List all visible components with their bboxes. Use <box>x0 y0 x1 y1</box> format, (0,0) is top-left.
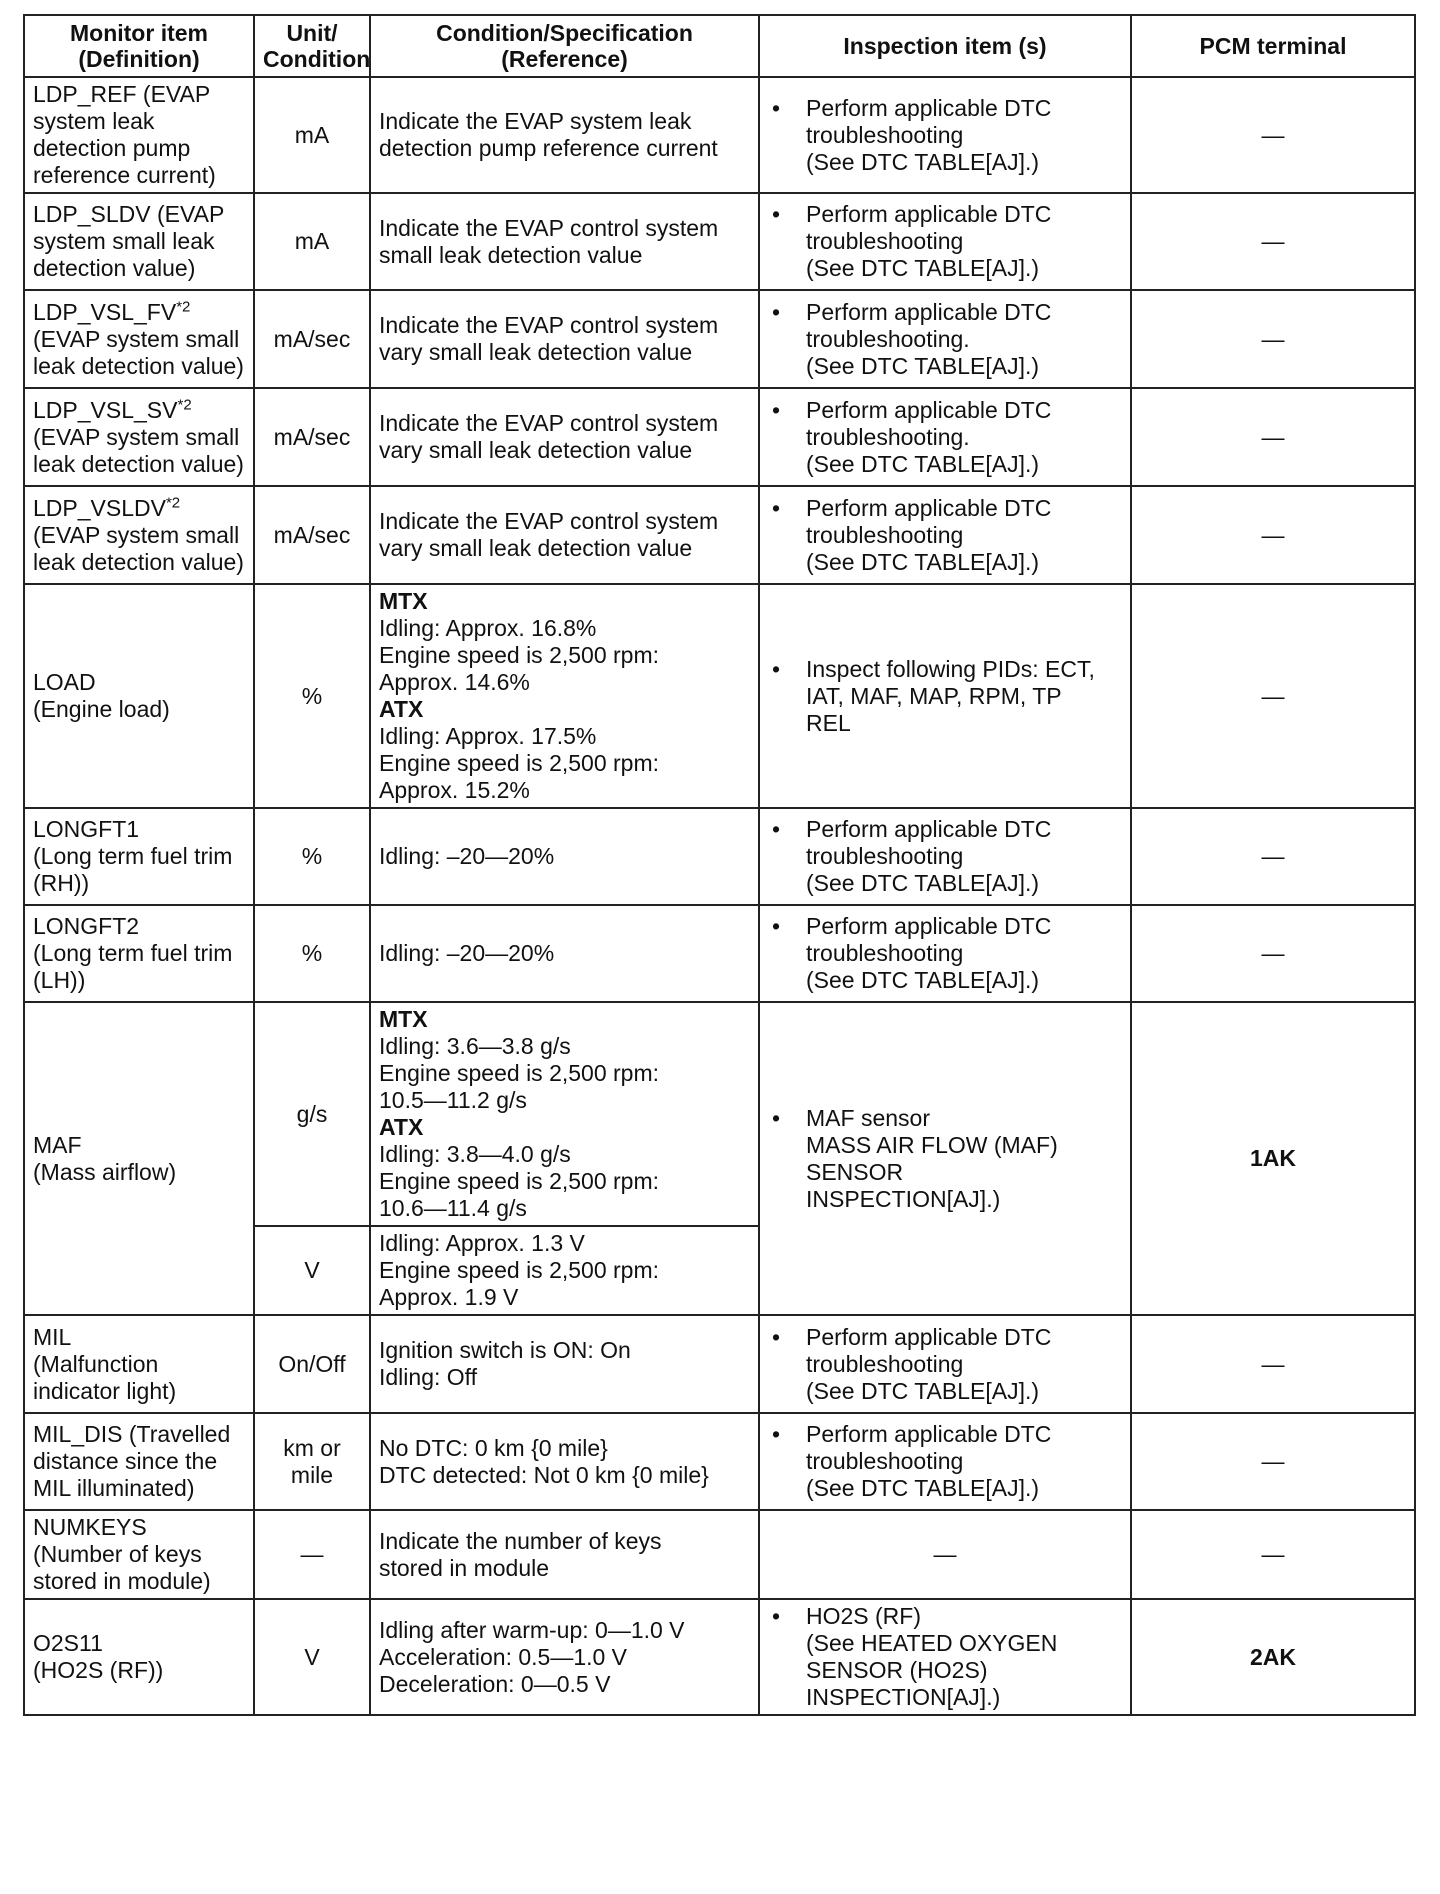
monitor-text: (EVAP system small <box>33 423 240 450</box>
condition-text: vary small leak detection value <box>379 535 693 561</box>
monitor-item-cell <box>24 486 254 584</box>
monitor-item-cell <box>24 1510 254 1599</box>
condition-text: Approx. 15.2% <box>379 777 530 803</box>
unit-cell: mA <box>254 193 370 290</box>
bullet-dot: • <box>772 94 781 121</box>
condition-text: detection pump reference current <box>379 135 718 161</box>
condition-text: Idling: 3.6—3.8 g/s <box>379 1033 571 1059</box>
inspection-text: (See DTC TABLE[AJ].) <box>806 967 1040 993</box>
inspection-text: (See DTC TABLE[AJ].) <box>806 548 1040 575</box>
condition-text: Approx. 1.9 V <box>379 1284 519 1310</box>
table-row <box>24 1510 1415 1599</box>
monitor-text: detection value) <box>33 255 196 281</box>
table-row <box>24 808 1415 905</box>
footnote-marker: *2 <box>176 297 191 315</box>
inspection-cell <box>759 584 1131 808</box>
monitor-text: system small leak <box>33 228 215 254</box>
header-monitor-item <box>24 15 254 77</box>
bullet-text <box>806 1324 1122 1405</box>
condition-cell <box>370 1002 759 1226</box>
header-text: Condition <box>263 46 371 72</box>
monitor-text: LDP_VSL_FV <box>33 298 177 325</box>
inspection-text: Perform applicable DTC <box>806 298 1052 325</box>
inspection-text: troubleshooting. <box>806 423 970 450</box>
table-row <box>24 584 1415 808</box>
table-row <box>24 290 1415 388</box>
header-text: (Reference) <box>501 46 628 72</box>
inspection-text: Perform applicable DTC <box>806 396 1052 423</box>
bullet-dot: • <box>772 1104 781 1131</box>
inspection-text: troubleshooting <box>806 121 964 148</box>
table-row <box>24 77 1415 193</box>
inspection-text: (See DTC TABLE[AJ].) <box>806 1377 1040 1404</box>
monitor-text: (EVAP system small <box>33 325 240 352</box>
inspection-text: (See DTC TABLE[AJ].) <box>806 870 1040 896</box>
header-unit <box>254 15 370 77</box>
pcm-terminal-cell: 2AK <box>1131 1599 1415 1715</box>
unit-cell: V <box>254 1599 370 1715</box>
monitor-text: MIL_DIS (Travelled <box>33 1421 231 1447</box>
inspection-text: (See DTC TABLE[AJ].) <box>806 352 1040 379</box>
inspection-text: MASS AIR FLOW (MAF) <box>806 1131 1058 1158</box>
monitor-text: MIL <box>33 1323 72 1350</box>
pcm-terminal-cell: — <box>1131 905 1415 1002</box>
bullet-text <box>806 201 1122 282</box>
inspection-text: SENSOR <box>806 1158 904 1185</box>
table-row <box>24 1413 1415 1510</box>
condition-text: Idling: Approx. 1.3 V <box>379 1230 585 1256</box>
inspection-cell <box>759 77 1131 193</box>
condition-text: Deceleration: 0—0.5 V <box>379 1670 611 1697</box>
bullet-dot: • <box>772 1603 781 1629</box>
unit-cell: km or mile <box>254 1413 370 1510</box>
inspection-text: troubleshooting <box>806 843 964 869</box>
condition-cell <box>370 1510 759 1599</box>
monitor-text: (Number of keys <box>33 1541 202 1567</box>
monitor-item-cell <box>24 808 254 905</box>
monitor-item-cell <box>24 290 254 388</box>
inspection-text: Perform applicable DTC <box>806 913 1052 939</box>
condition-cell <box>370 1413 759 1510</box>
pcm-terminal-cell: — <box>1131 193 1415 290</box>
table-row <box>24 1315 1415 1413</box>
inspection-text: (See DTC TABLE[AJ].) <box>806 1475 1040 1501</box>
bullet-text <box>806 656 1122 737</box>
table-row <box>24 388 1415 486</box>
monitor-text: (EVAP system small <box>33 521 240 548</box>
condition-text: Indicate the number of keys <box>379 1527 662 1554</box>
header-text: Condition/Specification <box>436 20 693 46</box>
monitor-text: LONGFT1 <box>33 816 140 842</box>
header-text: (Definition) <box>78 46 200 72</box>
monitor-item-cell <box>24 584 254 808</box>
monitor-text: (RH)) <box>33 870 90 896</box>
condition-text: Engine speed is 2,500 rpm: <box>379 1168 660 1194</box>
condition-text: Indicate the EVAP system leak <box>379 108 692 134</box>
condition-text: No DTC: 0 km {0 mile} <box>379 1434 608 1461</box>
bullet-item <box>772 397 1122 478</box>
inspection-text: Perform applicable DTC <box>806 201 1052 227</box>
transmission-label: MTX <box>379 1006 428 1032</box>
condition-cell <box>370 1226 759 1315</box>
monitor-name <box>33 397 245 424</box>
bullet-text <box>806 495 1122 576</box>
inspection-text: troubleshooting <box>806 228 964 254</box>
condition-text: Indicate the EVAP control system <box>379 312 719 338</box>
monitor-text: distance since the <box>33 1448 218 1474</box>
inspection-text: troubleshooting <box>806 940 964 966</box>
inspection-cell <box>759 1413 1131 1510</box>
bullet-dot: • <box>772 1323 781 1350</box>
monitor-item-table <box>23 14 1416 1716</box>
condition-text: Idling: Off <box>379 1364 478 1390</box>
bullet-item <box>772 1105 1122 1213</box>
monitor-text: (Engine load) <box>33 696 170 722</box>
monitor-item-cell <box>24 193 254 290</box>
bullet-text <box>806 1603 1122 1711</box>
table-row <box>24 905 1415 1002</box>
bullet-item <box>772 816 1122 897</box>
header-condition <box>370 15 759 77</box>
condition-text: 10.5—11.2 g/s <box>379 1087 527 1113</box>
inspection-text: INSPECTION[AJ].) <box>806 1684 1001 1710</box>
monitor-item-cell <box>24 1315 254 1413</box>
condition-text: Idling: –20—20% <box>379 940 555 966</box>
unit-cell: mA/sec <box>254 290 370 388</box>
bullet-item <box>772 201 1122 282</box>
condition-text: small leak detection value <box>379 241 643 268</box>
inspection-text: Perform applicable DTC <box>806 94 1052 121</box>
monitor-text: MAF <box>33 1131 82 1158</box>
condition-cell <box>370 1599 759 1715</box>
bullet-dot: • <box>772 913 781 939</box>
bullet-item <box>772 299 1122 380</box>
bullet-item <box>772 913 1122 994</box>
bullet-item <box>772 1421 1122 1502</box>
bullet-dot: • <box>772 494 781 521</box>
monitor-item-cell <box>24 1002 254 1315</box>
inspection-cell <box>759 486 1131 584</box>
monitor-item-cell <box>24 1413 254 1510</box>
bullet-text <box>806 913 1122 994</box>
bullet-text <box>806 397 1122 478</box>
condition-cell <box>370 486 759 584</box>
bullet-dot: • <box>772 396 781 423</box>
condition-cell <box>370 290 759 388</box>
inspection-cell <box>759 1599 1131 1715</box>
bullet-item <box>772 656 1122 737</box>
header-text: Unit/ <box>286 20 338 46</box>
monitor-text: reference current) <box>33 162 216 188</box>
inspection-text: HO2S (RF) <box>806 1603 921 1629</box>
transmission-label: ATX <box>379 1114 424 1140</box>
unit-cell: mA/sec <box>254 486 370 584</box>
condition-cell <box>370 77 759 193</box>
monitor-item-cell <box>24 388 254 486</box>
condition-text: Engine speed is 2,500 rpm: <box>379 642 660 668</box>
unit-cell: On/Off <box>254 1315 370 1413</box>
monitor-text: leak detection value) <box>33 352 244 379</box>
bullet-text <box>806 299 1122 380</box>
footnote-marker: *2 <box>165 493 181 511</box>
inspection-text: REL <box>806 709 851 736</box>
monitor-name <box>33 495 245 522</box>
inspection-cell <box>759 388 1131 486</box>
bullet-item <box>772 1603 1122 1711</box>
condition-text: Acceleration: 0.5—1.0 V <box>379 1643 628 1670</box>
monitor-text: leak detection value) <box>33 548 244 575</box>
condition-text: Indicate the EVAP control system <box>379 410 719 436</box>
monitor-text: leak detection value) <box>33 450 244 477</box>
table-row <box>24 1599 1415 1715</box>
inspection-text: Perform applicable DTC <box>806 1323 1052 1350</box>
pcm-terminal-cell: — <box>1131 584 1415 808</box>
transmission-label: MTX <box>379 588 428 614</box>
monitor-text: (Mass airflow) <box>33 1158 177 1185</box>
monitor-text: (Long term fuel trim <box>33 940 233 966</box>
header-pcm-terminal: PCM terminal <box>1131 15 1415 77</box>
condition-cell <box>370 193 759 290</box>
table-row <box>24 193 1415 290</box>
header-inspection: Inspection item (s) <box>759 15 1131 77</box>
condition-text: Idling: 3.8—4.0 g/s <box>379 1141 571 1167</box>
condition-text: Idling: Approx. 16.8% <box>379 615 597 641</box>
monitor-text: detection pump <box>33 135 191 161</box>
condition-text: vary small leak detection value <box>379 437 693 463</box>
condition-cell <box>370 1315 759 1413</box>
condition-text: Engine speed is 2,500 rpm: <box>379 1060 660 1086</box>
inspection-cell <box>759 808 1131 905</box>
inspection-text: Perform applicable DTC <box>806 816 1052 842</box>
monitor-text: stored in module) <box>33 1568 211 1594</box>
monitor-text: LDP_VSLDV <box>33 494 166 521</box>
unit-cell: mA/sec <box>254 388 370 486</box>
condition-cell <box>370 808 759 905</box>
pcm-terminal-cell: — <box>1131 1510 1415 1599</box>
monitor-text: LONGFT2 <box>33 913 140 939</box>
transmission-label: ATX <box>379 696 424 722</box>
monitor-text: MIL illuminated) <box>33 1475 195 1501</box>
bullet-text <box>806 1105 1122 1213</box>
bullet-dot: • <box>772 201 781 227</box>
monitor-item-cell <box>24 905 254 1002</box>
inspection-cell <box>759 193 1131 290</box>
bullet-item <box>772 495 1122 576</box>
monitor-text: (HO2S (RF)) <box>33 1657 164 1683</box>
pcm-terminal-cell: — <box>1131 808 1415 905</box>
inspection-text: Inspect following PIDs: ECT, <box>806 655 1095 682</box>
bullet-text <box>806 95 1122 176</box>
unit-cell: mA <box>254 77 370 193</box>
inspection-text: troubleshooting <box>806 1448 964 1474</box>
bullet-text <box>806 816 1122 897</box>
monitor-text: LDP_SLDV (EVAP <box>33 201 225 227</box>
monitor-text: (LH)) <box>33 967 86 993</box>
inspection-text: MAF sensor <box>806 1104 930 1131</box>
condition-text: Idling: Approx. 17.5% <box>379 723 597 749</box>
monitor-text: LDP_VSL_SV <box>33 396 178 423</box>
pcm-terminal-cell: — <box>1131 1315 1415 1413</box>
monitor-text: system leak <box>33 108 155 134</box>
condition-text: Idling: –20—20% <box>379 843 555 869</box>
condition-text: DTC detected: Not 0 km {0 mile} <box>379 1461 709 1488</box>
table-row <box>24 1002 1415 1226</box>
bullet-dot: • <box>772 1421 781 1447</box>
monitor-text: (Long term fuel trim <box>33 843 233 869</box>
inspection-text: Perform applicable DTC <box>806 1421 1052 1447</box>
inspection-text: (See DTC TABLE[AJ].) <box>806 450 1040 477</box>
table-body <box>24 77 1415 1715</box>
inspection-cell: — <box>759 1510 1131 1599</box>
inspection-text: troubleshooting <box>806 1350 964 1377</box>
inspection-text: Perform applicable DTC <box>806 494 1052 521</box>
pcm-terminal-cell: — <box>1131 290 1415 388</box>
inspection-text: SENSOR (HO2S) <box>806 1657 988 1683</box>
monitor-text: (Malfunction <box>33 1350 159 1377</box>
condition-text: Indicate the EVAP control system <box>379 214 719 241</box>
bullet-item <box>772 1324 1122 1405</box>
condition-text: Idling after warm-up: 0—1.0 V <box>379 1616 685 1643</box>
bullet-item <box>772 95 1122 176</box>
condition-text: Approx. 14.6% <box>379 669 530 695</box>
bullet-dot: • <box>772 816 781 842</box>
header-text: Monitor item <box>70 20 208 46</box>
inspection-text: INSPECTION[AJ].) <box>806 1185 1001 1212</box>
pcm-terminal-cell: — <box>1131 77 1415 193</box>
condition-cell <box>370 905 759 1002</box>
condition-text: Engine speed is 2,500 rpm: <box>379 1257 660 1283</box>
condition-text: 10.6—11.4 g/s <box>379 1195 527 1221</box>
monitor-text: O2S11 <box>33 1630 103 1656</box>
unit-cell: % <box>254 905 370 1002</box>
monitor-text: indicator light) <box>33 1377 177 1404</box>
unit-cell: V <box>254 1226 370 1315</box>
inspection-text: IAT, MAF, MAP, RPM, TP <box>806 682 1062 709</box>
bullet-dot: • <box>772 298 781 325</box>
table-row <box>24 486 1415 584</box>
inspection-text: troubleshooting. <box>806 325 970 352</box>
condition-text: Engine speed is 2,500 rpm: <box>379 750 660 776</box>
condition-text: Ignition switch is ON: On <box>379 1337 631 1363</box>
condition-text: stored in module <box>379 1554 550 1581</box>
inspection-text: (See DTC TABLE[AJ].) <box>806 148 1040 175</box>
inspection-text: (See DTC TABLE[AJ].) <box>806 255 1040 281</box>
monitor-name <box>33 299 245 326</box>
monitor-item-cell <box>24 77 254 193</box>
condition-text: vary small leak detection value <box>379 339 693 365</box>
bullet-dot: • <box>772 655 781 682</box>
monitor-text: LOAD <box>33 669 96 695</box>
unit-cell: — <box>254 1510 370 1599</box>
unit-cell: % <box>254 584 370 808</box>
monitor-text: NUMKEYS <box>33 1514 147 1540</box>
pcm-terminal-cell: — <box>1131 388 1415 486</box>
pcm-terminal-cell: 1AK <box>1131 1002 1415 1315</box>
inspection-cell <box>759 905 1131 1002</box>
inspection-cell <box>759 290 1131 388</box>
inspection-text: troubleshooting <box>806 521 964 548</box>
monitor-text: LDP_REF (EVAP <box>33 81 211 107</box>
inspection-text: (See HEATED OXYGEN <box>806 1630 1058 1656</box>
inspection-cell <box>759 1002 1131 1315</box>
pcm-terminal-cell: — <box>1131 486 1415 584</box>
footnote-marker: *2 <box>177 395 192 413</box>
condition-cell <box>370 584 759 808</box>
bullet-text <box>806 1421 1122 1502</box>
condition-text: Indicate the EVAP control system <box>379 508 719 534</box>
condition-cell <box>370 388 759 486</box>
unit-cell: % <box>254 808 370 905</box>
monitor-item-cell <box>24 1599 254 1715</box>
pcm-terminal-cell: — <box>1131 1413 1415 1510</box>
inspection-cell <box>759 1315 1131 1413</box>
unit-cell: g/s <box>254 1002 370 1226</box>
table-header-row <box>24 15 1415 77</box>
